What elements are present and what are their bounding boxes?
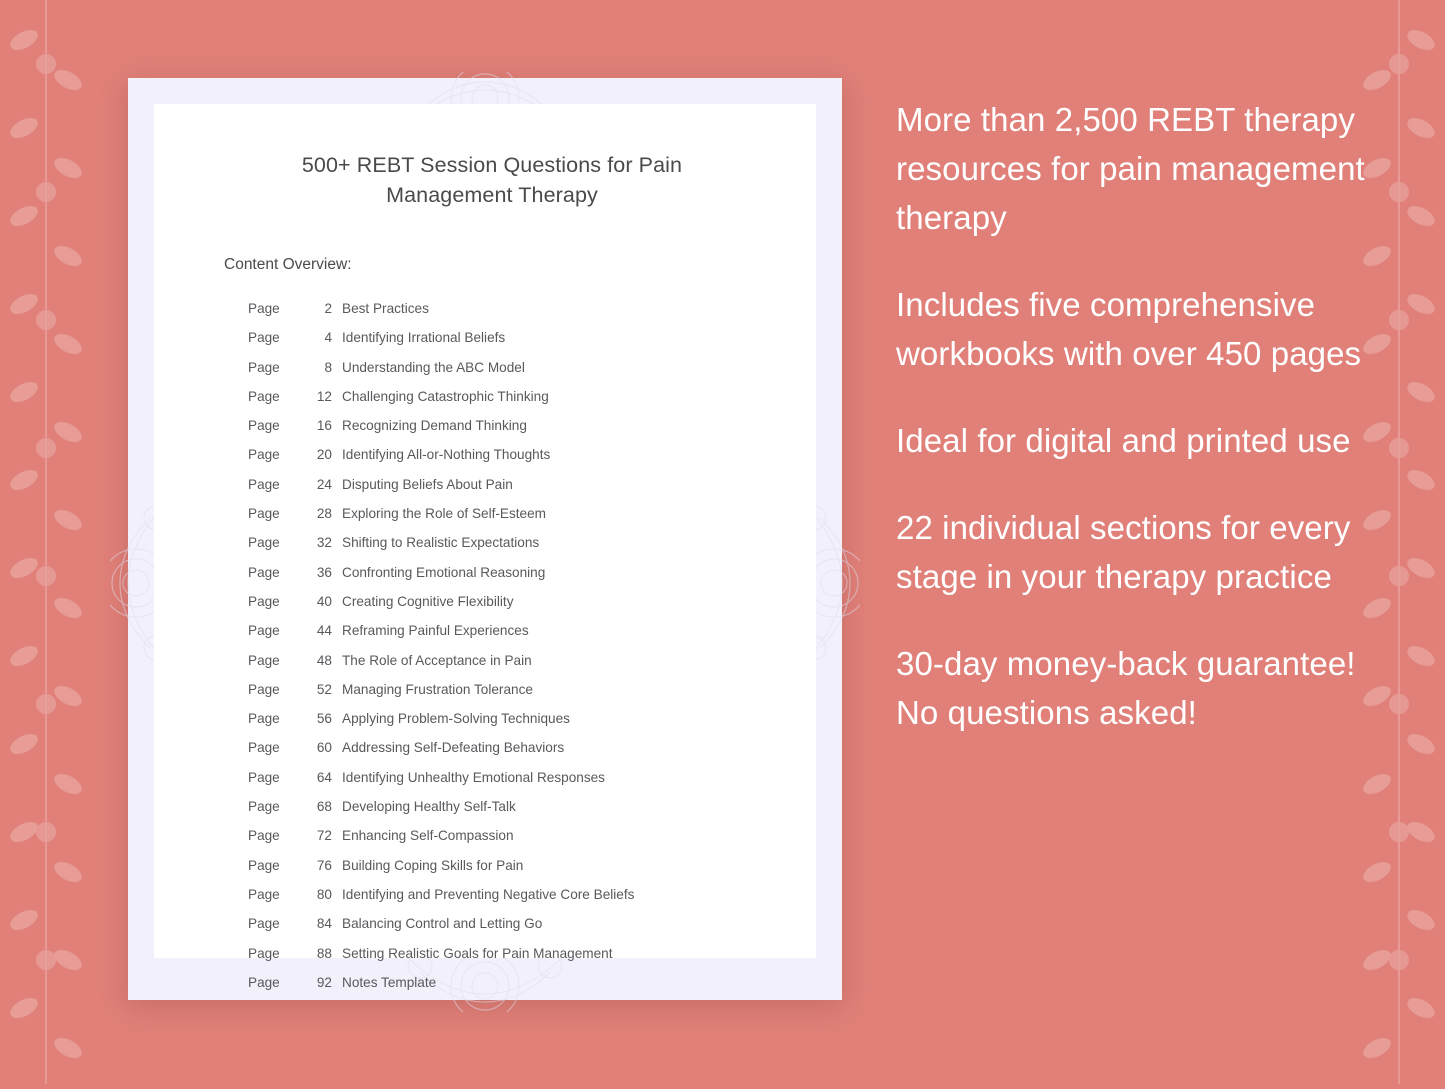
toc-entry — [248, 558, 760, 587]
product-mockup — [128, 78, 842, 1000]
toc-page-label: Page — [248, 799, 280, 815]
toc-page-number: 80 — [316, 886, 332, 902]
toc-page-label: Page — [248, 593, 280, 609]
toc-page-label: Page — [248, 330, 280, 346]
toc-page-number: 60 — [316, 740, 332, 756]
toc-entry — [248, 382, 760, 411]
toc-page-label: Page — [248, 476, 280, 492]
toc-page-label: Page — [248, 652, 280, 668]
toc-page-number: 44 — [316, 623, 332, 639]
toc-page-label: Page — [248, 711, 280, 727]
toc-page-number: 48 — [316, 652, 332, 668]
toc-page-label: Page — [248, 828, 280, 844]
table-of-contents — [224, 294, 760, 997]
toc-entry-title: Balancing Control and Letting Go — [342, 916, 543, 932]
toc-entry — [248, 470, 760, 499]
toc-page-number: 36 — [316, 564, 332, 580]
toc-page-label: Page — [248, 974, 280, 990]
toc-page-number: 88 — [316, 945, 332, 961]
toc-entry — [248, 968, 760, 997]
toc-entry-title: Applying Problem-Solving Techniques — [342, 711, 570, 727]
toc-page-number: 64 — [316, 769, 332, 785]
toc-page-label: Page — [248, 740, 280, 756]
toc-entry-title: Building Coping Skills for Pain — [342, 857, 524, 873]
toc-entry — [248, 909, 760, 938]
toc-page-number: 16 — [316, 418, 332, 434]
marketing-line: Includes five comprehensive workbooks with over 450 pages — [896, 286, 1362, 372]
toc-entry — [248, 704, 760, 733]
toc-entry-title: Identifying All-or-Nothing Thoughts — [342, 447, 551, 463]
toc-page-label: Page — [248, 418, 280, 434]
toc-entry — [248, 323, 760, 352]
toc-entry-title: Recognizing Demand Thinking — [342, 418, 527, 434]
toc-entry — [248, 440, 760, 469]
toc-entry — [248, 792, 760, 821]
toc-page-label: Page — [248, 916, 280, 932]
toc-entry — [248, 616, 760, 645]
toc-entry — [248, 411, 760, 440]
toc-entry-title: Identifying and Preventing Negative Core Beliefs — [342, 886, 635, 902]
marketing-copy — [896, 62, 1366, 737]
toc-entry-title: Reframing Painful Experiences — [342, 623, 529, 639]
toc-page-number: 84 — [316, 916, 332, 932]
toc-entry — [248, 499, 760, 528]
toc-entry-title: Notes Template — [342, 974, 437, 990]
toc-entry-title: Challenging Catastrophic Thinking — [342, 388, 549, 404]
toc-page-label: Page — [248, 681, 280, 697]
toc-entry-title: Confronting Emotional Reasoning — [342, 564, 546, 580]
toc-page-label: Page — [248, 623, 280, 639]
toc-entry-title: Understanding the ABC Model — [342, 359, 525, 375]
toc-entry — [248, 353, 760, 382]
toc-entry-title: The Role of Acceptance in Pain — [342, 652, 532, 668]
toc-page-label: Page — [248, 301, 280, 316]
content-overview-label: Content Overview: — [224, 256, 352, 273]
marketing-line: More than 2,500 REBT therapy resources for pain management therapy — [896, 101, 1365, 236]
toc-page-label: Page — [248, 535, 280, 551]
toc-entry-title: Identifying Unhealthy Emotional Responses — [342, 769, 605, 785]
marketing-line: Ideal for digital and printed use — [896, 422, 1351, 459]
document-page — [154, 104, 816, 990]
toc-page-label: Page — [248, 857, 280, 873]
document-title: 500+ REBT Session Questions for Pain Management Therapy — [301, 153, 683, 207]
toc-entry-title: Developing Healthy Self-Talk — [342, 799, 516, 815]
toc-entry-title: Managing Frustration Tolerance — [342, 681, 533, 697]
toc-entry — [248, 821, 760, 850]
toc-page-label: Page — [248, 388, 280, 404]
toc-page-number: 56 — [316, 711, 332, 727]
toc-page-number: 68 — [316, 799, 332, 815]
toc-entry — [248, 851, 760, 880]
toc-page-label: Page — [248, 769, 280, 785]
toc-entry — [248, 763, 760, 792]
toc-entry-title: Addressing Self-Defeating Behaviors — [342, 740, 565, 756]
toc-page-number: 40 — [316, 593, 332, 609]
toc-entry-title: Exploring the Role of Self-Esteem — [342, 506, 547, 522]
toc-page-number: 72 — [316, 828, 332, 844]
toc-page-label: Page — [248, 506, 280, 522]
toc-entry-title: Identifying Irrational Beliefs — [342, 330, 506, 346]
marketing-line: 30-day money-back guarantee! No questions asked! — [896, 645, 1356, 731]
toc-page-number: 92 — [316, 974, 332, 990]
toc-page-label: Page — [248, 447, 280, 463]
toc-entry-title: Disputing Beliefs About Pain — [342, 476, 513, 492]
toc-entry-title: Setting Realistic Goals for Pain Management — [342, 945, 613, 961]
toc-entry-title: Best Practices — [342, 301, 429, 316]
toc-page-number: 28 — [316, 506, 332, 522]
toc-page-number: 76 — [316, 857, 332, 873]
toc-page-number: 24 — [316, 476, 332, 492]
toc-page-number: 4 — [324, 330, 332, 346]
toc-page-label: Page — [248, 945, 280, 961]
toc-entry — [248, 939, 760, 968]
toc-entry — [248, 587, 760, 616]
marketing-line: 22 individual sections for every stage in your therapy practice — [896, 509, 1351, 595]
toc-entry — [248, 294, 760, 323]
toc-page-number: 2 — [324, 301, 332, 316]
toc-page-label: Page — [248, 886, 280, 902]
toc-entry — [248, 675, 760, 704]
toc-entry — [248, 528, 760, 557]
toc-entry — [248, 646, 760, 675]
toc-entry-title: Creating Cognitive Flexibility — [342, 593, 514, 609]
toc-page-number: 8 — [324, 359, 332, 375]
toc-entry-title: Shifting to Realistic Expectations — [342, 535, 540, 551]
toc-page-number: 20 — [316, 447, 332, 463]
toc-page-label: Page — [248, 564, 280, 580]
toc-page-number: 32 — [316, 535, 332, 551]
toc-page-number: 52 — [316, 681, 332, 697]
toc-entry-title: Enhancing Self-Compassion — [342, 828, 514, 844]
toc-entry — [248, 880, 760, 909]
toc-page-number: 12 — [316, 388, 332, 404]
toc-entry — [248, 733, 760, 762]
toc-page-label: Page — [248, 359, 280, 375]
